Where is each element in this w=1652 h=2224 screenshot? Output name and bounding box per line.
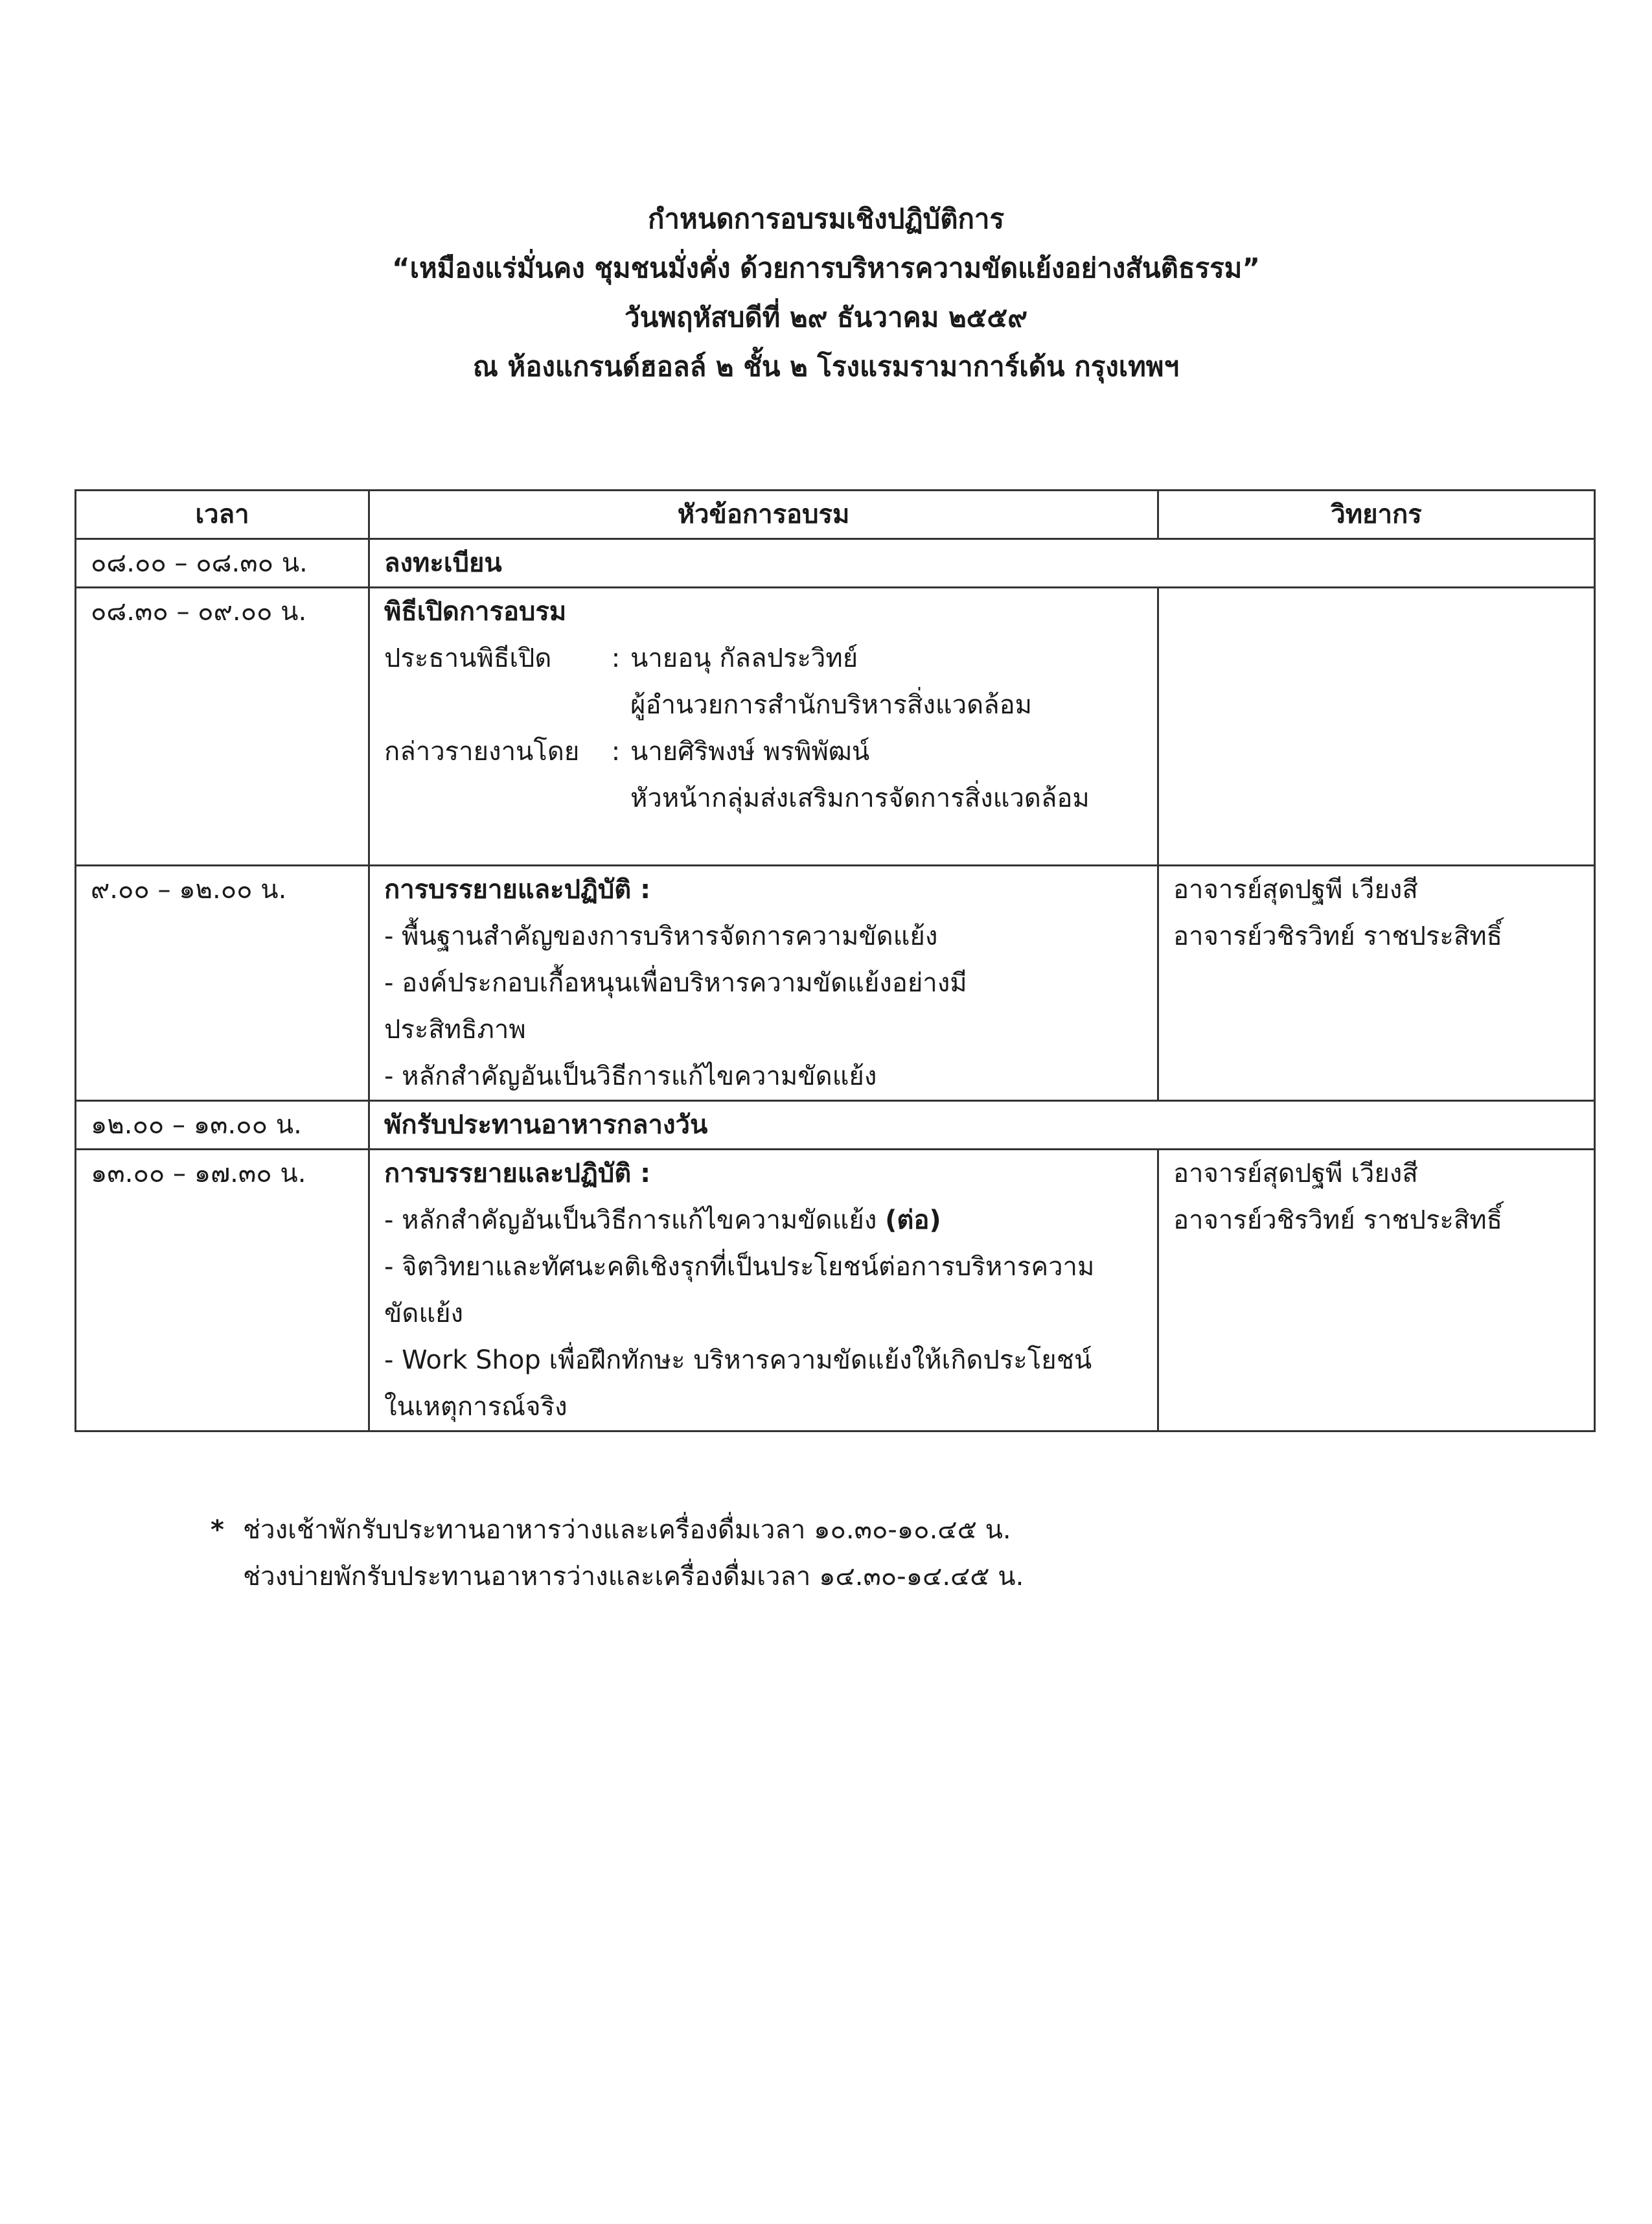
chair-position: ผู้อำนวยการสำนักบริหารสิ่งแวดล้อม — [630, 690, 1033, 720]
document-header — [0, 194, 1652, 391]
table-row — [76, 588, 1595, 866]
topic-item: ในเหตุการณ์จริง — [384, 1392, 568, 1422]
topic-item: - พื้นฐานสำคัญของการบริหารจัดการความขัดแย้ง — [384, 921, 938, 951]
topic-title: พักรับประทานอาหารกลางวัน — [384, 1110, 708, 1140]
table-row — [76, 1150, 1595, 1431]
column-header-time: เวลา — [76, 491, 369, 539]
topic-cell — [369, 1101, 1595, 1150]
table-row — [76, 539, 1595, 588]
topic-cell — [369, 588, 1158, 866]
footnote-text: ช่วงเช้าพักรับประทานอาหารว่างและเครื่องดื่มเวลา ๑๐.๓๐-๑๐.๔๕ น. — [243, 1515, 1011, 1545]
header-subtitle: “เหมืองแร่มั่นคง ชุมชนมั่งคั่ง ด้วยการบริหารความขัดแย้งอย่างสันติธรรม” — [392, 252, 1260, 284]
time-cell: ๐๘.๐๐ – ๐๘.๓๐ น. — [76, 539, 369, 588]
table-row — [76, 1101, 1595, 1150]
topic-item: ขัดแย้ง — [384, 1299, 464, 1328]
speaker-cell — [1158, 866, 1595, 1101]
topic-title: การบรรยายและปฏิบัติ : — [384, 1159, 651, 1188]
header-venue: ณ ห้องแกรนด์ฮอลล์ ๒ ชั้น ๒ โรงแรมรามาการ์เด้น กรุงเทพฯ — [472, 351, 1180, 382]
column-header-topic: หัวข้อการอบรม — [369, 491, 1158, 539]
topic-title: พิธีเปิดการอบรม — [384, 597, 567, 627]
time-cell: ๑๒.๐๐ – ๑๓.๐๐ น. — [76, 1101, 369, 1150]
topic-item — [384, 1197, 1143, 1244]
chair-name: นายอนุ กัลลประวิทย์ — [630, 643, 858, 673]
topic-item-text: - หลักสำคัญอันเป็นวิธีการแก้ไขความขัดแย้ง — [384, 1205, 886, 1235]
continued-label: (ต่อ) — [885, 1205, 941, 1235]
reporter-position: หัวหน้ากลุ่มส่งเสริมการจัดการสิ่งแวดล้อม — [630, 783, 1090, 813]
topic-item: - องค์ประกอบเกื้อหนุนเพื่อบริหารความขัดแย้งอย่างมี — [384, 968, 967, 998]
table-row — [76, 866, 1595, 1101]
topic-cell — [369, 1150, 1158, 1431]
topic-item: - Work Shop เพื่อฝึกทักษะ บริหารความขัดแย้งให้เกิดประโยชน์ — [384, 1345, 1092, 1375]
footnote-text: ช่วงบ่ายพักรับประทานอาหารว่างและเครื่องดื่มเวลา ๑๔.๓๐-๑๔.๔๕ น. — [243, 1562, 1024, 1592]
footnote-line — [211, 1553, 1024, 1600]
chair-colon: : — [611, 643, 621, 673]
footnote-line — [211, 1507, 1024, 1553]
footnote-spacer — [211, 1553, 243, 1600]
reporter-colon: : — [611, 737, 621, 767]
time-cell: ๙.๐๐ – ๑๒.๐๐ น. — [76, 866, 369, 1101]
topic-item: ประสิทธิภาพ — [384, 1015, 526, 1045]
speaker-name: อาจารย์สุดปฐพี เวียงสี — [1173, 875, 1418, 905]
speaker-cell — [1158, 1150, 1595, 1431]
time-cell: ๑๓.๐๐ – ๑๗.๓๐ น. — [76, 1150, 369, 1431]
reporter-name: นายศิริพงษ์ พรพิพัฒน์ — [630, 737, 870, 767]
speaker-name: อาจารย์สุดปฐพี เวียงสี — [1173, 1159, 1418, 1188]
speaker-name: อาจารย์วชิรวิทย์ ราชประสิทธิ์ — [1173, 1205, 1503, 1235]
reporter-row — [384, 728, 1143, 775]
header-date: วันพฤหัสบดีที่ ๒๙ ธันวาคม ๒๕๕๙ — [625, 301, 1027, 333]
schedule-table — [75, 489, 1596, 1432]
topic-cell — [369, 539, 1595, 588]
footnote-star: * — [211, 1515, 224, 1545]
topic-item: - จิตวิทยาและทัศนะคติเชิงรุกที่เป็นประโยชน์ต่อการบริหารความ — [384, 1252, 1095, 1282]
table-header-row — [76, 491, 1595, 539]
footnote — [211, 1507, 1024, 1600]
header-title: กำหนดการอบรมเชิงปฏิบัติการ — [647, 203, 1005, 235]
topic-title: ลงทะเบียน — [384, 548, 502, 578]
topic-cell — [369, 866, 1158, 1101]
reporter-label: กล่าวรายงานโดย — [384, 737, 580, 767]
chair-row — [384, 635, 1143, 682]
speaker-name: อาจารย์วชิรวิทย์ ราชประสิทธิ์ — [1173, 921, 1503, 951]
column-header-speaker: วิทยากร — [1158, 491, 1595, 539]
chair-label: ประธานพิธีเปิด — [384, 643, 552, 673]
speaker-cell — [1158, 588, 1595, 866]
time-cell: ๐๘.๓๐ – ๐๙.๐๐ น. — [76, 588, 369, 866]
topic-title: การบรรยายและปฏิบัติ : — [384, 875, 651, 905]
topic-item: - หลักสำคัญอันเป็นวิธีการแก้ไขความขัดแย้ง — [384, 1061, 877, 1091]
